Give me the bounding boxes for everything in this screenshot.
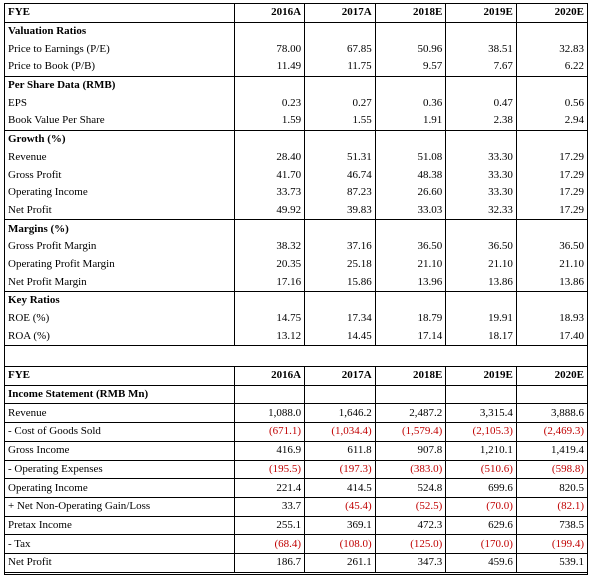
empty-cell bbox=[446, 220, 517, 238]
row-value: 1,088.0 bbox=[234, 404, 305, 423]
row-value: 1,646.2 bbox=[305, 404, 376, 423]
row-value: 14.45 bbox=[305, 327, 376, 345]
row-value: 414.5 bbox=[305, 479, 376, 498]
section-title-row bbox=[5, 130, 587, 148]
empty-cell bbox=[375, 76, 446, 94]
empty-cell bbox=[375, 130, 446, 148]
empty-cell bbox=[516, 220, 587, 238]
row-value: (598.8) bbox=[516, 460, 587, 479]
row-value: 48.38 bbox=[375, 166, 446, 184]
empty-cell bbox=[446, 22, 517, 40]
row-value: (68.4) bbox=[234, 535, 305, 554]
table-row bbox=[5, 256, 587, 274]
empty-cell bbox=[5, 346, 234, 367]
header-year: 2020E bbox=[516, 4, 587, 22]
empty-cell bbox=[305, 130, 376, 148]
row-value: 87.23 bbox=[305, 184, 376, 202]
header-year: 2018E bbox=[375, 4, 446, 22]
row-value: 78.00 bbox=[234, 40, 305, 58]
row-value: 255.1 bbox=[234, 516, 305, 535]
row-value: 19.91 bbox=[446, 310, 517, 328]
table-row bbox=[5, 460, 587, 479]
section-title: Per Share Data (RMB) bbox=[5, 76, 234, 94]
row-value: 32.33 bbox=[446, 202, 517, 220]
row-value: 186.7 bbox=[234, 553, 305, 572]
row-value: 2,487.2 bbox=[375, 404, 446, 423]
empty-cell bbox=[234, 346, 305, 367]
row-label: Gross Income bbox=[5, 441, 234, 460]
table-row bbox=[5, 516, 587, 535]
row-value: 17.29 bbox=[559, 203, 584, 216]
row-value: 17.29 bbox=[559, 150, 584, 163]
row-value: (197.3) bbox=[305, 460, 376, 479]
row-value: (108.0) bbox=[305, 535, 376, 554]
empty-cell bbox=[375, 220, 446, 238]
empty-cell bbox=[375, 292, 446, 310]
empty-cell bbox=[375, 346, 446, 367]
empty-cell bbox=[234, 76, 305, 94]
empty-cell bbox=[305, 76, 376, 94]
row-value: 369.1 bbox=[305, 516, 376, 535]
row-label: Net Profit Margin bbox=[5, 273, 234, 291]
row-value: 820.5 bbox=[516, 479, 587, 498]
row-value: 0.23 bbox=[234, 94, 305, 112]
section-title-row bbox=[5, 22, 587, 40]
row-value: 36.50 bbox=[375, 238, 446, 256]
row-value: (2,105.3) bbox=[446, 423, 517, 442]
table-row bbox=[5, 112, 587, 130]
row-value: 26.60 bbox=[375, 184, 446, 202]
row-label: ROA (%) bbox=[5, 327, 234, 345]
row-value: 907.8 bbox=[375, 441, 446, 460]
row-value: 50.96 bbox=[375, 40, 446, 58]
row-value: 347.3 bbox=[375, 553, 446, 572]
row-value: 41.70 bbox=[234, 166, 305, 184]
header-label: FYE bbox=[5, 367, 234, 386]
row-value: 39.83 bbox=[305, 202, 376, 220]
row-label: Operating Income bbox=[5, 184, 234, 202]
row-value: 629.6 bbox=[446, 516, 517, 535]
header-year: 2017A bbox=[305, 367, 376, 386]
row-value: 32.83 bbox=[559, 42, 584, 55]
row-label: Book Value Per Share bbox=[5, 112, 234, 130]
row-value: 17.29 bbox=[559, 186, 584, 199]
table-row bbox=[5, 166, 587, 184]
row-value: 36.50 bbox=[559, 240, 584, 253]
row-value: 17.34 bbox=[305, 310, 376, 328]
row-value: 18.17 bbox=[446, 327, 517, 345]
row-value: 33.30 bbox=[446, 184, 517, 202]
table-row bbox=[5, 479, 587, 498]
row-value: 21.10 bbox=[375, 256, 446, 274]
row-value: (510.6) bbox=[446, 460, 517, 479]
row-value: 261.1 bbox=[305, 553, 376, 572]
table-row bbox=[5, 184, 587, 202]
empty-cell bbox=[234, 220, 305, 238]
row-value: 18.79 bbox=[375, 310, 446, 328]
empty-cell bbox=[516, 346, 587, 367]
row-value: 21.10 bbox=[446, 256, 517, 274]
table-row bbox=[5, 149, 587, 167]
empty-cell bbox=[516, 385, 587, 404]
row-value: 0.36 bbox=[375, 94, 446, 112]
empty-cell bbox=[305, 22, 376, 40]
financial-spreadsheet bbox=[4, 3, 588, 575]
row-value: 20.35 bbox=[234, 256, 305, 274]
row-label: Price to Earnings (P/E) bbox=[5, 40, 234, 58]
row-value: 51.08 bbox=[375, 149, 446, 167]
section-title: Key Ratios bbox=[5, 292, 234, 310]
row-value: 1.55 bbox=[305, 112, 376, 130]
row-value: 25.18 bbox=[305, 256, 376, 274]
row-value: 1.91 bbox=[375, 112, 446, 130]
section-title: Valuation Ratios bbox=[5, 22, 234, 40]
row-value: 67.85 bbox=[305, 40, 376, 58]
empty-cell bbox=[446, 292, 517, 310]
row-value: (170.0) bbox=[446, 535, 517, 554]
table-row bbox=[5, 58, 587, 76]
row-value: 17.29 bbox=[559, 168, 584, 181]
table-row bbox=[5, 404, 587, 423]
row-value: 13.96 bbox=[375, 273, 446, 291]
empty-cell bbox=[375, 22, 446, 40]
row-value: 699.6 bbox=[446, 479, 517, 498]
row-value: 49.92 bbox=[234, 202, 305, 220]
empty-cell bbox=[446, 346, 517, 367]
header-year: 2019E bbox=[446, 367, 517, 386]
row-label: ROE (%) bbox=[5, 310, 234, 328]
row-label: Revenue bbox=[5, 404, 234, 423]
table-row bbox=[5, 327, 587, 345]
section-title-row bbox=[5, 292, 587, 310]
row-value: 33.03 bbox=[375, 202, 446, 220]
row-value: 21.10 bbox=[559, 257, 584, 270]
row-value: 2.94 bbox=[564, 114, 584, 127]
empty-cell bbox=[516, 22, 587, 40]
income-title-row bbox=[5, 385, 587, 404]
empty-cell bbox=[234, 130, 305, 148]
empty-cell bbox=[305, 346, 376, 367]
header-year: 2018E bbox=[375, 367, 446, 386]
table-row bbox=[5, 423, 587, 442]
row-value: 13.86 bbox=[446, 273, 517, 291]
row-value: 7.67 bbox=[446, 58, 517, 76]
header-year: 2017A bbox=[305, 4, 376, 22]
table-row bbox=[5, 40, 587, 58]
row-value: (125.0) bbox=[375, 535, 446, 554]
row-value: 51.31 bbox=[305, 149, 376, 167]
row-value: (671.1) bbox=[234, 423, 305, 442]
row-value: (195.5) bbox=[234, 460, 305, 479]
section-title-row bbox=[5, 220, 587, 238]
table-row bbox=[5, 202, 587, 220]
row-value: 3,888.6 bbox=[516, 404, 587, 423]
row-label: Gross Profit Margin bbox=[5, 238, 234, 256]
row-value: 0.56 bbox=[564, 96, 584, 109]
row-value: 539.1 bbox=[516, 553, 587, 572]
empty-cell bbox=[446, 385, 517, 404]
empty-cell bbox=[234, 385, 305, 404]
row-value: 33.30 bbox=[446, 149, 517, 167]
financial-table bbox=[5, 4, 587, 573]
header-year: 2016A bbox=[234, 4, 305, 22]
row-label: Net Profit bbox=[5, 202, 234, 220]
row-label: Net Profit bbox=[5, 553, 234, 572]
header-year: 2016A bbox=[234, 367, 305, 386]
header-label: FYE bbox=[5, 4, 234, 22]
empty-cell bbox=[305, 385, 376, 404]
row-value: 14.75 bbox=[234, 310, 305, 328]
table-row bbox=[5, 238, 587, 256]
valuation-header-row bbox=[5, 4, 587, 22]
row-value: 17.16 bbox=[234, 273, 305, 291]
row-label: Price to Book (P/B) bbox=[5, 58, 234, 76]
row-value: 36.50 bbox=[446, 238, 517, 256]
section-title-row bbox=[5, 76, 587, 94]
row-value: 46.74 bbox=[305, 166, 376, 184]
table-row bbox=[5, 310, 587, 328]
row-label: Revenue bbox=[5, 149, 234, 167]
row-value: 37.16 bbox=[305, 238, 376, 256]
row-value: (52.5) bbox=[375, 497, 446, 516]
row-value: 0.27 bbox=[305, 94, 376, 112]
row-value: 33.73 bbox=[234, 184, 305, 202]
table-row bbox=[5, 441, 587, 460]
row-value: 472.3 bbox=[375, 516, 446, 535]
row-value: 0.47 bbox=[446, 94, 517, 112]
row-label: Operating Profit Margin bbox=[5, 256, 234, 274]
empty-cell bbox=[516, 76, 587, 94]
table-row bbox=[5, 553, 587, 572]
row-value: 6.22 bbox=[564, 60, 584, 73]
table-spacer bbox=[5, 346, 587, 367]
section-title: Growth (%) bbox=[5, 130, 234, 148]
table-row bbox=[5, 497, 587, 516]
empty-cell bbox=[516, 292, 587, 310]
row-label: - Operating Expenses bbox=[5, 460, 234, 479]
row-value: (70.0) bbox=[446, 497, 517, 516]
row-value: (383.0) bbox=[375, 460, 446, 479]
row-value: (199.4) bbox=[516, 535, 587, 554]
section-title: Margins (%) bbox=[5, 220, 234, 238]
empty-cell bbox=[375, 385, 446, 404]
row-label: Pretax Income bbox=[5, 516, 234, 535]
table-row bbox=[5, 273, 587, 291]
income-header-row bbox=[5, 367, 587, 386]
row-value: (2,469.3) bbox=[516, 423, 587, 442]
row-value: 416.9 bbox=[234, 441, 305, 460]
row-value: 13.86 bbox=[559, 275, 584, 288]
row-value: 738.5 bbox=[516, 516, 587, 535]
row-label: EPS bbox=[5, 94, 234, 112]
row-label: Operating Income bbox=[5, 479, 234, 498]
row-value: 11.75 bbox=[305, 58, 376, 76]
empty-cell bbox=[234, 292, 305, 310]
row-value: 38.51 bbox=[446, 40, 517, 58]
table-row bbox=[5, 94, 587, 112]
empty-cell bbox=[516, 130, 587, 148]
row-value: 3,315.4 bbox=[446, 404, 517, 423]
row-value: 9.57 bbox=[375, 58, 446, 76]
row-value: 13.12 bbox=[234, 327, 305, 345]
row-value: 17.40 bbox=[516, 327, 587, 345]
row-value: 524.8 bbox=[375, 479, 446, 498]
row-value: 2.38 bbox=[446, 112, 517, 130]
row-label: + Net Non-Operating Gain/Loss bbox=[5, 497, 234, 516]
row-value: 17.14 bbox=[375, 327, 446, 345]
header-year: 2019E bbox=[446, 4, 517, 22]
row-value: 1,210.1 bbox=[446, 441, 517, 460]
row-value: (1,034.4) bbox=[305, 423, 376, 442]
row-value: (1,579.4) bbox=[375, 423, 446, 442]
row-value: (45.4) bbox=[305, 497, 376, 516]
row-value: 18.93 bbox=[559, 312, 584, 325]
row-value: 1,419.4 bbox=[516, 441, 587, 460]
empty-cell bbox=[234, 22, 305, 40]
row-value: 28.40 bbox=[234, 149, 305, 167]
row-value: 1.59 bbox=[234, 112, 305, 130]
row-value: 221.4 bbox=[234, 479, 305, 498]
income-statement-title: Income Statement (RMB Mn) bbox=[5, 385, 234, 404]
row-value: (82.1) bbox=[516, 497, 587, 516]
row-label: - Tax bbox=[5, 535, 234, 554]
row-value: 611.8 bbox=[305, 441, 376, 460]
row-label: - Cost of Goods Sold bbox=[5, 423, 234, 442]
row-label: Gross Profit bbox=[5, 166, 234, 184]
row-value: 459.6 bbox=[446, 553, 517, 572]
row-value: 11.49 bbox=[234, 58, 305, 76]
row-value: 15.86 bbox=[305, 273, 376, 291]
row-value: 33.7 bbox=[234, 497, 305, 516]
empty-cell bbox=[305, 292, 376, 310]
row-value: 38.32 bbox=[234, 238, 305, 256]
empty-cell bbox=[446, 130, 517, 148]
row-value: 33.30 bbox=[446, 166, 517, 184]
table-row bbox=[5, 535, 587, 554]
empty-cell bbox=[305, 220, 376, 238]
empty-cell bbox=[446, 76, 517, 94]
header-year: 2020E bbox=[516, 367, 587, 386]
